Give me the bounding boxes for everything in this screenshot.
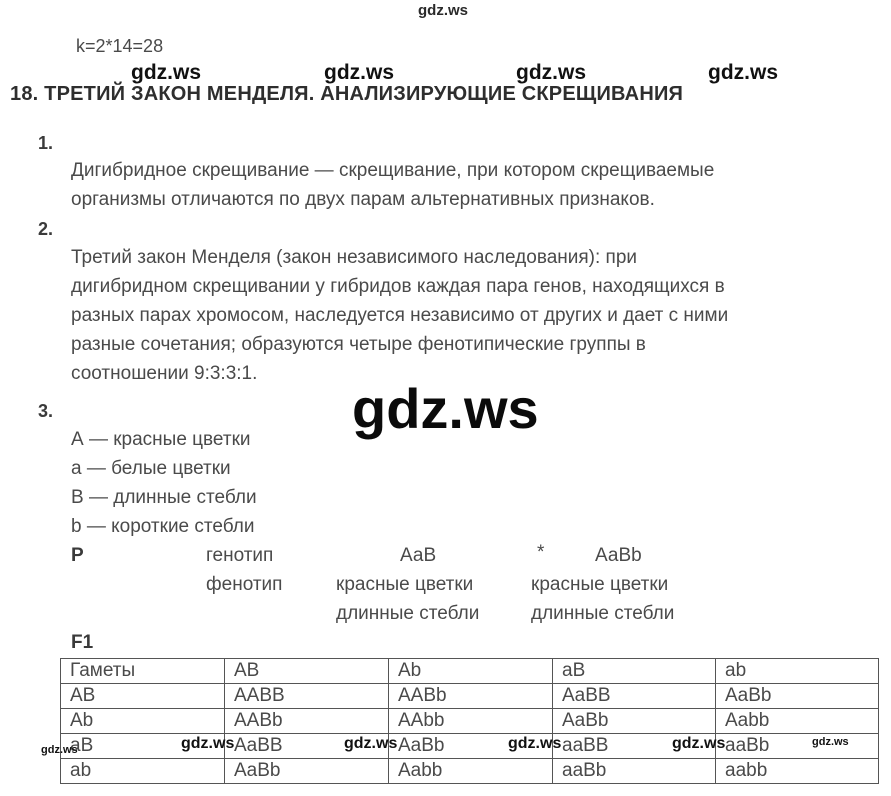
table-header-cell: ab bbox=[716, 659, 879, 684]
phenotype-label: фенотип bbox=[206, 574, 283, 595]
table-cell: aaBB bbox=[553, 734, 716, 759]
table-header-cell: АВ bbox=[225, 659, 389, 684]
table-cell: AaBb bbox=[716, 684, 879, 709]
table-cell: aabb bbox=[716, 759, 879, 784]
text-line: разных парах хромосом, наследуется независимо от других и дает с ними bbox=[71, 305, 729, 326]
text-line: дигибридном скрещивании у гибридов каждая пара генов, находящихся в bbox=[71, 276, 725, 297]
table-cell: AaBb bbox=[553, 709, 716, 734]
watermark: gdz.ws bbox=[516, 61, 587, 84]
table-row bbox=[61, 709, 879, 734]
table-cell: АВ bbox=[61, 684, 225, 709]
text-line: организмы отличаются по двух парам альтернативных признаков. bbox=[71, 189, 655, 210]
item-number: 1. bbox=[38, 133, 54, 153]
table-cell: aaBb bbox=[716, 734, 879, 759]
table-cell: AaBB bbox=[553, 684, 716, 709]
item-number: 3. bbox=[38, 401, 54, 421]
watermark: gdz.ws bbox=[131, 61, 202, 84]
punnett-table bbox=[60, 658, 879, 784]
watermark: gdz.ws bbox=[812, 736, 849, 748]
table-cell: Aabb bbox=[389, 759, 553, 784]
watermark: gdz.ws bbox=[708, 61, 779, 84]
table-cell: aB bbox=[61, 734, 225, 759]
item-3-legend bbox=[71, 425, 257, 541]
text-line: А — красные цветки bbox=[71, 429, 251, 450]
formula: k=2*14=28 bbox=[76, 36, 164, 56]
table-row bbox=[61, 759, 879, 784]
f1-label: F1 bbox=[71, 632, 94, 653]
table-row bbox=[61, 684, 879, 709]
text-line: Третий закон Менделя (закон независимого наследования): при bbox=[71, 247, 638, 268]
table-cell: Aabb bbox=[716, 709, 879, 734]
parent1-phenotype-line: длинные стебли bbox=[336, 603, 480, 624]
table-cell: ab bbox=[61, 759, 225, 784]
table-cell: aaBb bbox=[553, 759, 716, 784]
table-cell: AABb bbox=[225, 709, 389, 734]
parent2-genotype: АаBb bbox=[595, 545, 642, 566]
table-cell: AaBb bbox=[389, 734, 553, 759]
watermark-center: gdz.ws bbox=[352, 377, 539, 440]
item-1-text bbox=[71, 156, 714, 214]
parent1-genotype: АаВ bbox=[400, 545, 437, 566]
watermark: gdz.ws bbox=[181, 735, 235, 752]
table-header-cell: Гаметы bbox=[61, 659, 225, 684]
watermark: gdz.ws bbox=[344, 735, 398, 752]
watermark: gdz.ws bbox=[324, 61, 395, 84]
table-cell: AaBb bbox=[225, 759, 389, 784]
text-line: b — короткие стебли bbox=[71, 516, 255, 537]
table-header-cell: Ab bbox=[389, 659, 553, 684]
text-line: В — длинные стебли bbox=[71, 487, 257, 508]
table-header-cell: aB bbox=[553, 659, 716, 684]
watermark: gdz.ws bbox=[41, 744, 78, 756]
table-cell: AaBB bbox=[225, 734, 389, 759]
table-header-row bbox=[61, 659, 879, 684]
table-cell: AABb bbox=[389, 684, 553, 709]
text-line: соотношении 9:3:3:1. bbox=[71, 363, 258, 384]
item-number: 2. bbox=[38, 219, 54, 239]
parent2-phenotype-line: красные цветки bbox=[531, 574, 669, 595]
watermark: gdz.ws bbox=[672, 735, 726, 752]
section-title: 18. ТРЕТИЙ ЗАКОН МЕНДЕЛЯ. АНАЛИЗИРУЮЩИЕ СКРЕЩИВАНИЯ bbox=[10, 83, 684, 105]
genotype-label: генотип bbox=[206, 545, 274, 566]
parent2-phenotype-line: длинные стебли bbox=[531, 603, 675, 624]
cross-sign: * bbox=[537, 542, 545, 563]
p-label: Р bbox=[71, 545, 84, 566]
watermark-top: gdz.ws bbox=[418, 2, 469, 19]
text-line: а — белые цветки bbox=[71, 458, 231, 479]
table-cell: Ab bbox=[61, 709, 225, 734]
watermark: gdz.ws bbox=[508, 735, 562, 752]
text-line: разные сочетания; образуются четыре фенотипические группы в bbox=[71, 334, 646, 355]
text-line: Дигибридное скрещивание — скрещивание, при котором скрещиваемые bbox=[71, 160, 715, 181]
table-cell: AAbb bbox=[389, 709, 553, 734]
item-2-text bbox=[71, 243, 728, 388]
table-cell: AABB bbox=[225, 684, 389, 709]
parent1-phenotype-line: красные цветки bbox=[336, 574, 474, 595]
